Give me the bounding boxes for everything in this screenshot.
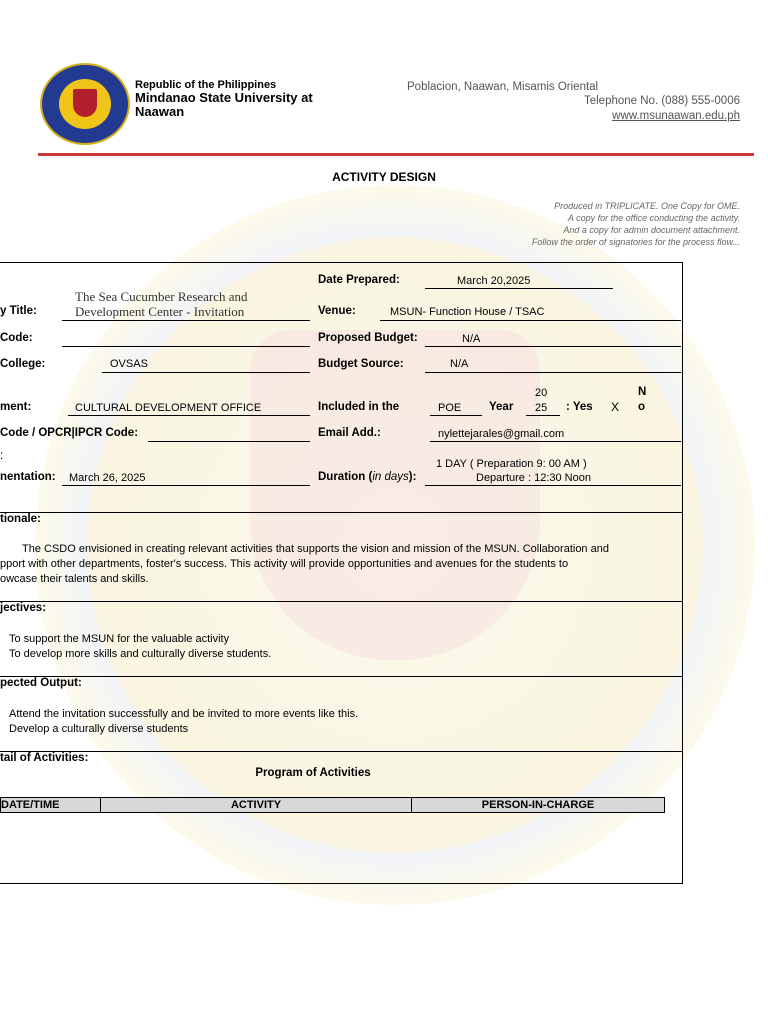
section-divider — [0, 676, 682, 677]
rationale-line-3: owcase their talents and skills. — [0, 573, 149, 585]
website-link[interactable]: www.msunaawan.edu.ph — [612, 110, 740, 122]
poe-value[interactable]: POE — [438, 402, 462, 414]
code-underline — [62, 346, 310, 347]
email-label: Email Add.: — [318, 427, 381, 439]
duration-underline — [425, 485, 681, 486]
source-underline — [425, 372, 681, 373]
venue-value[interactable]: MSUN- Function House / TSAC — [390, 306, 545, 318]
implementation-colon: : — [0, 450, 4, 462]
budget-source-value[interactable]: N/A — [450, 358, 469, 370]
address: Poblacion, Naawan, Misamis Oriental — [407, 81, 599, 93]
note-line: Produced in TRIPLICATE. One Copy for OME. — [554, 201, 740, 211]
objective-item: To support the MSUN for the valuable activity — [9, 633, 230, 645]
section-divider — [0, 512, 682, 513]
logo-center — [59, 79, 111, 129]
year-underline — [526, 415, 560, 416]
rationale-label: tionale: — [0, 513, 41, 525]
implementation-date[interactable]: March 26, 2025 — [69, 472, 146, 484]
note-line: A copy for the office conducting the activity. — [567, 213, 740, 223]
activity-title-value[interactable]: The Sea Cucumber Research and Development Center - Invitation — [75, 289, 248, 319]
university-name: Mindanao State University at Naawan — [135, 90, 313, 119]
date-prepared-value[interactable]: March 20,2025 — [457, 275, 531, 287]
budget-source-label: Budget Source: — [318, 358, 404, 370]
department-value[interactable]: CULTURAL DEVELOPMENT OFFICE — [75, 402, 262, 414]
yes-check-mark[interactable]: X — [611, 400, 620, 414]
telephone: Telephone No. (088) 555-0006 — [583, 95, 740, 107]
header-divider — [38, 153, 754, 156]
college-label: College: — [0, 358, 46, 370]
venue-label: Venue: — [318, 305, 356, 317]
objective-item: To develop more skills and culturally diverse students. — [9, 648, 272, 660]
section-divider — [0, 751, 682, 752]
email-underline — [430, 441, 681, 442]
no-label-bottom: o — [638, 401, 646, 413]
note-line: Follow the order of signatories for the process flow... — [531, 237, 740, 247]
objectives-label: jectives: — [0, 602, 47, 614]
document-title: ACTIVITY DESIGN — [332, 170, 436, 184]
implementation-label: nentation: — [0, 471, 56, 483]
logo-shield — [73, 89, 97, 117]
duration-label-b: in days — [372, 471, 409, 483]
rationale-line-2: pport with other departments, foster's success. This activity will provide opportunities and avenues for the students to — [0, 558, 569, 570]
poe-underline — [430, 415, 482, 416]
email-value[interactable]: nylettejarales@gmail.com — [438, 428, 565, 440]
details-label: tail of Activities: — [0, 752, 89, 764]
section-divider — [0, 601, 682, 602]
year-value-top[interactable]: 20 — [535, 387, 548, 399]
college-underline — [102, 372, 310, 373]
venue-underline — [380, 320, 681, 321]
department-label: ment: — [0, 401, 32, 413]
department-underline — [68, 415, 310, 416]
expected-output-label: pected Output: — [0, 677, 82, 689]
col-person-in-charge: PERSON-IN-CHARGE — [411, 797, 665, 813]
output-item: Attend the invitation successfully and be invited to more events like this. — [9, 708, 359, 720]
budget-underline — [425, 346, 681, 347]
duration-label — [318, 471, 416, 483]
title-underline — [62, 320, 310, 321]
date-prepared-label: Date Prepared: — [318, 274, 400, 286]
duration-line-1[interactable]: 1 DAY ( Preparation 9: 00 AM ) — [436, 458, 587, 470]
code-label: Code: — [0, 332, 33, 344]
program-title: Program of Activities — [255, 767, 371, 779]
opcr-underline — [148, 441, 310, 442]
opcr-ipcr-label: Code / OPCR|IPCR Code: — [0, 427, 139, 439]
budget-value[interactable]: N/A — [462, 333, 481, 345]
republic-text: Republic of the Philippines — [135, 79, 277, 91]
university-logo — [40, 63, 130, 145]
year-label: Year — [489, 401, 514, 413]
col-date-time: DATE/TIME — [0, 797, 101, 813]
duration-line-2[interactable]: Departure : 12:30 Noon — [476, 472, 591, 484]
output-item: Develop a culturally diverse students — [9, 723, 189, 735]
budget-label: Proposed Budget: — [318, 332, 418, 344]
college-value[interactable]: OVSAS — [110, 358, 148, 370]
distribution-notes — [440, 200, 740, 248]
year-value-bottom[interactable]: 25 — [535, 402, 548, 414]
no-label-top: N — [638, 386, 647, 398]
duration-label-a: Duration ( — [318, 471, 373, 483]
duration-label-c: ): — [408, 471, 417, 483]
activity-title-label: y Title: — [0, 305, 37, 317]
yes-label: : Yes — [566, 401, 593, 413]
implementation-underline — [62, 485, 310, 486]
col-activity: ACTIVITY — [100, 797, 412, 813]
included-label: Included in the — [318, 401, 400, 413]
rationale-line-1: The CSDO envisioned in creating relevant activities that supports the vision and mission of the MSUN. Collaboration and — [22, 543, 609, 555]
date-underline — [425, 288, 613, 289]
note-line: And a copy for admin document attachment. — [563, 225, 740, 235]
